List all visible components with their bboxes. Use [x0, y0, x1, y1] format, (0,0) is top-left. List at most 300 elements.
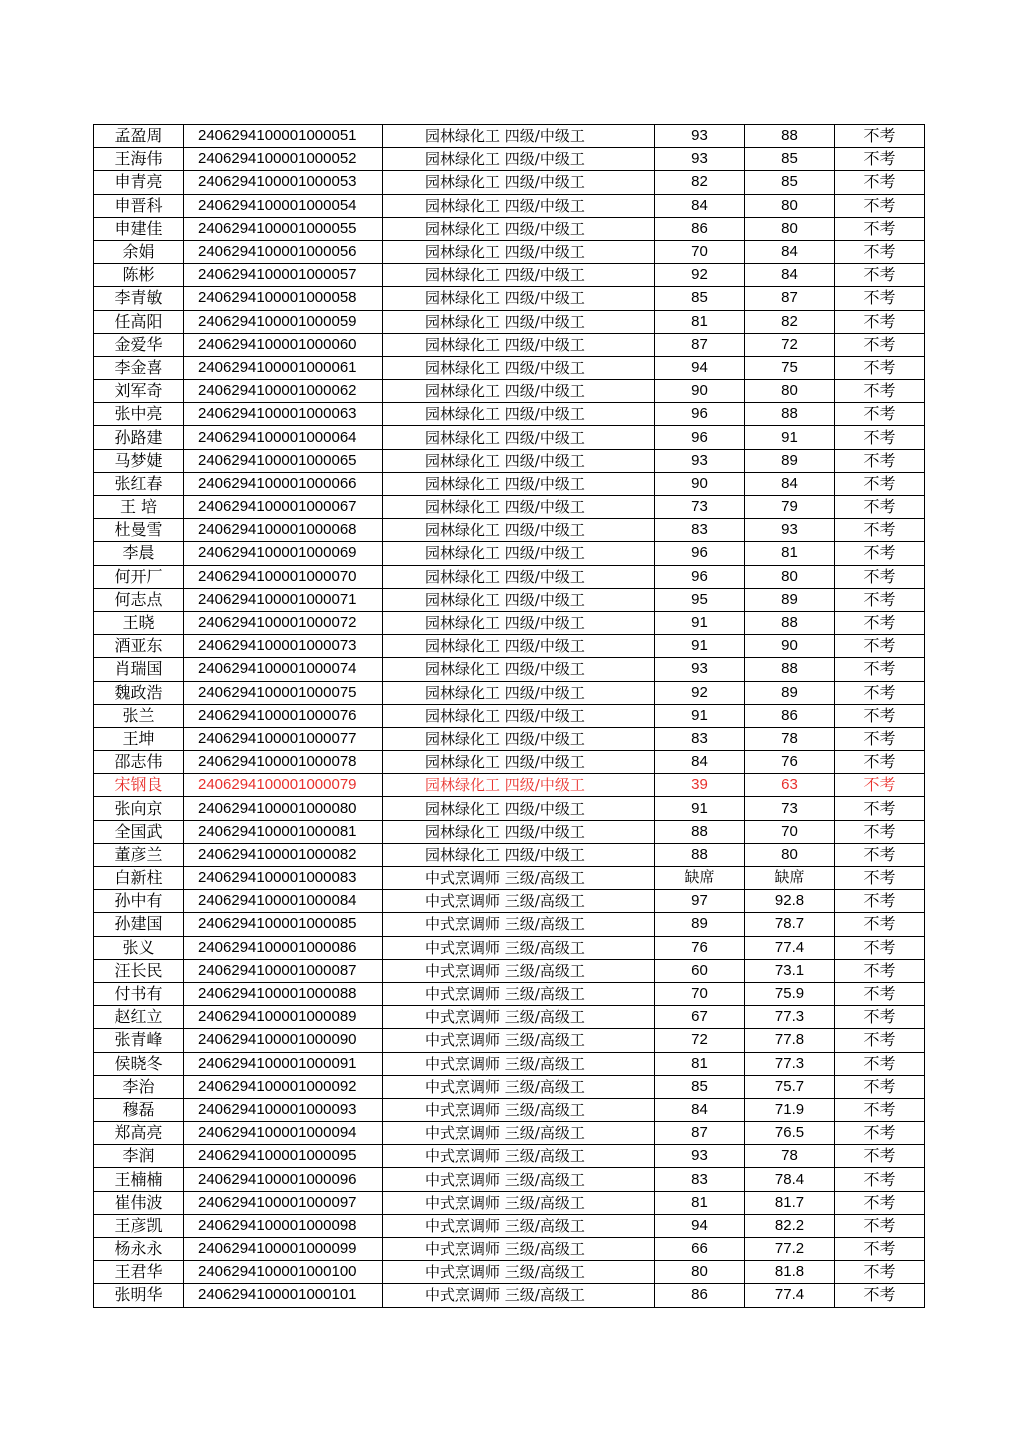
- ticket-number-cell: 2406294100001000081: [184, 820, 383, 843]
- table-row: [94, 1052, 925, 1075]
- person-name-cell: 汪长民: [94, 959, 184, 982]
- status-cell: 不考: [835, 426, 925, 449]
- occupation-level-cell: 园林绿化工 四级/中级工: [383, 843, 655, 866]
- status-cell: 不考: [835, 287, 925, 310]
- person-name-cell: 赵红立: [94, 1006, 184, 1029]
- status-cell: 不考: [835, 843, 925, 866]
- practical-score-cell: 77.3: [745, 1052, 835, 1075]
- ticket-number-cell: 2406294100001000099: [184, 1238, 383, 1261]
- ticket-number-cell: 2406294100001000062: [184, 380, 383, 403]
- status-cell: 不考: [835, 959, 925, 982]
- person-name-cell: 申建佳: [94, 217, 184, 240]
- table-row: [94, 148, 925, 171]
- ticket-number-cell: 2406294100001000078: [184, 751, 383, 774]
- ticket-number-cell: 2406294100001000068: [184, 519, 383, 542]
- status-cell: 不考: [835, 867, 925, 890]
- practical-score-cell: 90: [745, 635, 835, 658]
- person-name-cell: 张义: [94, 936, 184, 959]
- ticket-number-cell: 2406294100001000066: [184, 472, 383, 495]
- person-name-cell: 邵志伟: [94, 751, 184, 774]
- table-row: [94, 194, 925, 217]
- person-name-cell: 李金喜: [94, 356, 184, 379]
- table-row: [94, 588, 925, 611]
- theory-score-cell: 93: [655, 125, 745, 148]
- person-name-cell: 全国武: [94, 820, 184, 843]
- person-name-cell: 酒亚东: [94, 635, 184, 658]
- status-cell: 不考: [835, 310, 925, 333]
- person-name-cell: 任高阳: [94, 310, 184, 333]
- practical-score-cell: 78.7: [745, 913, 835, 936]
- occupation-level-cell: 园林绿化工 四级/中级工: [383, 403, 655, 426]
- person-name-cell: 李治: [94, 1075, 184, 1098]
- status-cell: 不考: [835, 1029, 925, 1052]
- occupation-level-cell: 园林绿化工 四级/中级工: [383, 611, 655, 634]
- table-row: [94, 426, 925, 449]
- practical-score-cell: 77.4: [745, 1284, 835, 1307]
- practical-score-cell: 77.8: [745, 1029, 835, 1052]
- table-row: [94, 704, 925, 727]
- practical-score-cell: 93: [745, 519, 835, 542]
- theory-score-cell: 91: [655, 635, 745, 658]
- occupation-level-cell: 园林绿化工 四级/中级工: [383, 356, 655, 379]
- ticket-number-cell: 2406294100001000069: [184, 542, 383, 565]
- status-cell: 不考: [835, 1238, 925, 1261]
- occupation-level-cell: 中式烹调师 三级/高级工: [383, 867, 655, 890]
- ticket-number-cell: 2406294100001000076: [184, 704, 383, 727]
- person-name-cell: 崔伟波: [94, 1191, 184, 1214]
- ticket-number-cell: 2406294100001000101: [184, 1284, 383, 1307]
- theory-score-cell: 93: [655, 658, 745, 681]
- ticket-number-cell: 2406294100001000051: [184, 125, 383, 148]
- table-row: [94, 240, 925, 263]
- practical-score-cell: 73.1: [745, 959, 835, 982]
- occupation-level-cell: 园林绿化工 四级/中级工: [383, 704, 655, 727]
- theory-score-cell: 93: [655, 449, 745, 472]
- occupation-level-cell: 园林绿化工 四级/中级工: [383, 287, 655, 310]
- table-row: [94, 982, 925, 1005]
- occupation-level-cell: 园林绿化工 四级/中级工: [383, 635, 655, 658]
- ticket-number-cell: 2406294100001000077: [184, 727, 383, 750]
- practical-score-cell: 78: [745, 727, 835, 750]
- practical-score-cell: 80: [745, 217, 835, 240]
- table-row: [94, 403, 925, 426]
- theory-score-cell: 76: [655, 936, 745, 959]
- status-cell: 不考: [835, 1006, 925, 1029]
- table-row: [94, 1098, 925, 1121]
- occupation-level-cell: 园林绿化工 四级/中级工: [383, 333, 655, 356]
- table-row: [94, 1006, 925, 1029]
- person-name-cell: 王坤: [94, 727, 184, 750]
- theory-score-cell: 91: [655, 611, 745, 634]
- practical-score-cell: 86: [745, 704, 835, 727]
- ticket-number-cell: 2406294100001000061: [184, 356, 383, 379]
- person-name-cell: 何开厂: [94, 565, 184, 588]
- ticket-number-cell: 2406294100001000083: [184, 867, 383, 890]
- ticket-number-cell: 2406294100001000071: [184, 588, 383, 611]
- occupation-level-cell: 中式烹调师 三级/高级工: [383, 936, 655, 959]
- theory-score-cell: 39: [655, 774, 745, 797]
- practical-score-cell: 85: [745, 171, 835, 194]
- theory-score-cell: 97: [655, 890, 745, 913]
- person-name-cell: 付书有: [94, 982, 184, 1005]
- practical-score-cell: 78.4: [745, 1168, 835, 1191]
- occupation-level-cell: 中式烹调师 三级/高级工: [383, 1214, 655, 1237]
- ticket-number-cell: 2406294100001000073: [184, 635, 383, 658]
- occupation-level-cell: 中式烹调师 三级/高级工: [383, 1145, 655, 1168]
- occupation-level-cell: 园林绿化工 四级/中级工: [383, 820, 655, 843]
- theory-score-cell: 60: [655, 959, 745, 982]
- person-name-cell: 张向京: [94, 797, 184, 820]
- ticket-number-cell: 2406294100001000060: [184, 333, 383, 356]
- ticket-number-cell: 2406294100001000053: [184, 171, 383, 194]
- occupation-level-cell: 中式烹调师 三级/高级工: [383, 1122, 655, 1145]
- theory-score-cell: 86: [655, 217, 745, 240]
- status-cell: 不考: [835, 1145, 925, 1168]
- table-row: [94, 1029, 925, 1052]
- status-cell: 不考: [835, 125, 925, 148]
- practical-score-cell: 70: [745, 820, 835, 843]
- person-name-cell: 王君华: [94, 1261, 184, 1284]
- occupation-level-cell: 园林绿化工 四级/中级工: [383, 426, 655, 449]
- person-name-cell: 白新柱: [94, 867, 184, 890]
- ticket-number-cell: 2406294100001000058: [184, 287, 383, 310]
- status-cell: 不考: [835, 264, 925, 287]
- table-row: [94, 1261, 925, 1284]
- ticket-number-cell: 2406294100001000082: [184, 843, 383, 866]
- ticket-number-cell: 2406294100001000059: [184, 310, 383, 333]
- ticket-number-cell: 2406294100001000080: [184, 797, 383, 820]
- occupation-level-cell: 中式烹调师 三级/高级工: [383, 1238, 655, 1261]
- ticket-number-cell: 2406294100001000085: [184, 913, 383, 936]
- person-name-cell: 马梦婕: [94, 449, 184, 472]
- status-cell: 不考: [835, 449, 925, 472]
- practical-score-cell: 80: [745, 843, 835, 866]
- practical-score-cell: 75.9: [745, 982, 835, 1005]
- person-name-cell: 王晓: [94, 611, 184, 634]
- ticket-number-cell: 2406294100001000072: [184, 611, 383, 634]
- occupation-level-cell: 中式烹调师 三级/高级工: [383, 1075, 655, 1098]
- table-row: [94, 1168, 925, 1191]
- status-cell: 不考: [835, 356, 925, 379]
- person-name-cell: 张青峰: [94, 1029, 184, 1052]
- table-row: [94, 774, 925, 797]
- person-name-cell: 王 培: [94, 496, 184, 519]
- theory-score-cell: 87: [655, 333, 745, 356]
- theory-score-cell: 73: [655, 496, 745, 519]
- table-row: [94, 1191, 925, 1214]
- practical-score-cell: 85: [745, 148, 835, 171]
- ticket-number-cell: 2406294100001000067: [184, 496, 383, 519]
- table-row: [94, 890, 925, 913]
- occupation-level-cell: 园林绿化工 四级/中级工: [383, 519, 655, 542]
- status-cell: 不考: [835, 217, 925, 240]
- theory-score-cell: 86: [655, 1284, 745, 1307]
- occupation-level-cell: 园林绿化工 四级/中级工: [383, 774, 655, 797]
- status-cell: 不考: [835, 240, 925, 263]
- person-name-cell: 何志点: [94, 588, 184, 611]
- practical-score-cell: 79: [745, 496, 835, 519]
- occupation-level-cell: 中式烹调师 三级/高级工: [383, 959, 655, 982]
- occupation-level-cell: 中式烹调师 三级/高级工: [383, 1261, 655, 1284]
- table-row: [94, 171, 925, 194]
- person-name-cell: 李润: [94, 1145, 184, 1168]
- theory-score-cell: 96: [655, 542, 745, 565]
- person-name-cell: 刘军奇: [94, 380, 184, 403]
- table-row: [94, 496, 925, 519]
- status-cell: 不考: [835, 1191, 925, 1214]
- practical-score-cell: 63: [745, 774, 835, 797]
- ticket-number-cell: 2406294100001000089: [184, 1006, 383, 1029]
- practical-score-cell: 77.2: [745, 1238, 835, 1261]
- occupation-level-cell: 园林绿化工 四级/中级工: [383, 496, 655, 519]
- theory-score-cell: 96: [655, 426, 745, 449]
- theory-score-cell: 83: [655, 519, 745, 542]
- practical-score-cell: 77.3: [745, 1006, 835, 1029]
- status-cell: 不考: [835, 890, 925, 913]
- occupation-level-cell: 园林绿化工 四级/中级工: [383, 542, 655, 565]
- occupation-level-cell: 园林绿化工 四级/中级工: [383, 125, 655, 148]
- occupation-level-cell: 园林绿化工 四级/中级工: [383, 658, 655, 681]
- occupation-level-cell: 园林绿化工 四级/中级工: [383, 565, 655, 588]
- occupation-level-cell: 中式烹调师 三级/高级工: [383, 1006, 655, 1029]
- person-name-cell: 申青亮: [94, 171, 184, 194]
- table-row: [94, 449, 925, 472]
- ticket-number-cell: 2406294100001000056: [184, 240, 383, 263]
- person-name-cell: 宋钢良: [94, 774, 184, 797]
- table-row: [94, 867, 925, 890]
- theory-score-cell: 84: [655, 194, 745, 217]
- person-name-cell: 王彦凯: [94, 1214, 184, 1237]
- practical-score-cell: 84: [745, 472, 835, 495]
- table-row: [94, 310, 925, 333]
- practical-score-cell: 84: [745, 240, 835, 263]
- ticket-number-cell: 2406294100001000098: [184, 1214, 383, 1237]
- occupation-level-cell: 中式烹调师 三级/高级工: [383, 1052, 655, 1075]
- theory-score-cell: 81: [655, 1191, 745, 1214]
- status-cell: 不考: [835, 681, 925, 704]
- table-row: [94, 843, 925, 866]
- ticket-number-cell: 2406294100001000090: [184, 1029, 383, 1052]
- table-row: [94, 751, 925, 774]
- status-cell: 不考: [835, 380, 925, 403]
- table-row: [94, 565, 925, 588]
- ticket-number-cell: 2406294100001000057: [184, 264, 383, 287]
- practical-score-cell: 78: [745, 1145, 835, 1168]
- table-row: [94, 797, 925, 820]
- practical-score-cell: 82: [745, 310, 835, 333]
- theory-score-cell: 84: [655, 1098, 745, 1121]
- status-cell: 不考: [835, 635, 925, 658]
- practical-score-cell: 84: [745, 264, 835, 287]
- ticket-number-cell: 2406294100001000054: [184, 194, 383, 217]
- theory-score-cell: 84: [655, 751, 745, 774]
- occupation-level-cell: 园林绿化工 四级/中级工: [383, 380, 655, 403]
- practical-score-cell: 81.8: [745, 1261, 835, 1284]
- ticket-number-cell: 2406294100001000088: [184, 982, 383, 1005]
- ticket-number-cell: 2406294100001000097: [184, 1191, 383, 1214]
- occupation-level-cell: 中式烹调师 三级/高级工: [383, 1191, 655, 1214]
- table-row: [94, 1238, 925, 1261]
- table-row: [94, 1284, 925, 1307]
- table-row: [94, 611, 925, 634]
- theory-score-cell: 67: [655, 1006, 745, 1029]
- person-name-cell: 董彦兰: [94, 843, 184, 866]
- theory-score-cell: 81: [655, 1052, 745, 1075]
- theory-score-cell: 96: [655, 565, 745, 588]
- status-cell: 不考: [835, 1122, 925, 1145]
- practical-score-cell: 75.7: [745, 1075, 835, 1098]
- status-cell: 不考: [835, 1098, 925, 1121]
- theory-score-cell: 90: [655, 380, 745, 403]
- results-table-body: [94, 125, 925, 1308]
- results-table: [93, 124, 925, 1308]
- person-name-cell: 申晋科: [94, 194, 184, 217]
- theory-score-cell: 85: [655, 1075, 745, 1098]
- person-name-cell: 余娟: [94, 240, 184, 263]
- theory-score-cell: 66: [655, 1238, 745, 1261]
- table-row: [94, 936, 925, 959]
- theory-score-cell: 93: [655, 148, 745, 171]
- table-row: [94, 1214, 925, 1237]
- ticket-number-cell: 2406294100001000065: [184, 449, 383, 472]
- table-row: [94, 472, 925, 495]
- table-row: [94, 1075, 925, 1098]
- theory-score-cell: 83: [655, 1168, 745, 1191]
- occupation-level-cell: 园林绿化工 四级/中级工: [383, 588, 655, 611]
- ticket-number-cell: 2406294100001000075: [184, 681, 383, 704]
- ticket-number-cell: 2406294100001000070: [184, 565, 383, 588]
- practical-score-cell: 72: [745, 333, 835, 356]
- practical-score-cell: 89: [745, 588, 835, 611]
- theory-score-cell: 88: [655, 820, 745, 843]
- ticket-number-cell: 2406294100001000064: [184, 426, 383, 449]
- status-cell: 不考: [835, 1284, 925, 1307]
- practical-score-cell: 89: [745, 449, 835, 472]
- person-name-cell: 穆磊: [94, 1098, 184, 1121]
- person-name-cell: 杜曼雪: [94, 519, 184, 542]
- occupation-level-cell: 中式烹调师 三级/高级工: [383, 1168, 655, 1191]
- practical-score-cell: 80: [745, 380, 835, 403]
- occupation-level-cell: 园林绿化工 四级/中级工: [383, 449, 655, 472]
- ticket-number-cell: 2406294100001000094: [184, 1122, 383, 1145]
- status-cell: 不考: [835, 171, 925, 194]
- theory-score-cell: 90: [655, 472, 745, 495]
- person-name-cell: 孙建国: [94, 913, 184, 936]
- practical-score-cell: 87: [745, 287, 835, 310]
- person-name-cell: 杨永永: [94, 1238, 184, 1261]
- theory-score-cell: 91: [655, 797, 745, 820]
- practical-score-cell: 81.7: [745, 1191, 835, 1214]
- practical-score-cell: 缺席: [745, 867, 835, 890]
- occupation-level-cell: 中式烹调师 三级/高级工: [383, 982, 655, 1005]
- ticket-number-cell: 2406294100001000096: [184, 1168, 383, 1191]
- practical-score-cell: 80: [745, 565, 835, 588]
- status-cell: 不考: [835, 982, 925, 1005]
- theory-score-cell: 96: [655, 403, 745, 426]
- occupation-level-cell: 园林绿化工 四级/中级工: [383, 264, 655, 287]
- ticket-number-cell: 2406294100001000086: [184, 936, 383, 959]
- status-cell: 不考: [835, 496, 925, 519]
- ticket-number-cell: 2406294100001000084: [184, 890, 383, 913]
- occupation-level-cell: 园林绿化工 四级/中级工: [383, 681, 655, 704]
- ticket-number-cell: 2406294100001000079: [184, 774, 383, 797]
- person-name-cell: 孟盈周: [94, 125, 184, 148]
- table-row: [94, 125, 925, 148]
- ticket-number-cell: 2406294100001000087: [184, 959, 383, 982]
- status-cell: 不考: [835, 797, 925, 820]
- theory-score-cell: 94: [655, 356, 745, 379]
- status-cell: 不考: [835, 611, 925, 634]
- table-row: [94, 264, 925, 287]
- person-name-cell: 陈彬: [94, 264, 184, 287]
- status-cell: 不考: [835, 194, 925, 217]
- status-cell: 不考: [835, 1214, 925, 1237]
- practical-score-cell: 80: [745, 194, 835, 217]
- table-row: [94, 287, 925, 310]
- person-name-cell: 魏政浩: [94, 681, 184, 704]
- table-row: [94, 820, 925, 843]
- ticket-number-cell: 2406294100001000074: [184, 658, 383, 681]
- practical-score-cell: 88: [745, 611, 835, 634]
- occupation-level-cell: 园林绿化工 四级/中级工: [383, 148, 655, 171]
- practical-score-cell: 73: [745, 797, 835, 820]
- ticket-number-cell: 2406294100001000093: [184, 1098, 383, 1121]
- table-row: [94, 913, 925, 936]
- ticket-number-cell: 2406294100001000092: [184, 1075, 383, 1098]
- table-row: [94, 1145, 925, 1168]
- theory-score-cell: 83: [655, 727, 745, 750]
- table-row: [94, 727, 925, 750]
- practical-score-cell: 88: [745, 125, 835, 148]
- practical-score-cell: 81: [745, 542, 835, 565]
- occupation-level-cell: 中式烹调师 三级/高级工: [383, 1284, 655, 1307]
- person-name-cell: 张明华: [94, 1284, 184, 1307]
- occupation-level-cell: 中式烹调师 三级/高级工: [383, 913, 655, 936]
- person-name-cell: 金爱华: [94, 333, 184, 356]
- practical-score-cell: 92.8: [745, 890, 835, 913]
- table-row: [94, 658, 925, 681]
- practical-score-cell: 75: [745, 356, 835, 379]
- person-name-cell: 李晨: [94, 542, 184, 565]
- practical-score-cell: 88: [745, 658, 835, 681]
- person-name-cell: 王海伟: [94, 148, 184, 171]
- theory-score-cell: 93: [655, 1145, 745, 1168]
- status-cell: 不考: [835, 1052, 925, 1075]
- ticket-number-cell: 2406294100001000091: [184, 1052, 383, 1075]
- occupation-level-cell: 园林绿化工 四级/中级工: [383, 727, 655, 750]
- occupation-level-cell: 中式烹调师 三级/高级工: [383, 1098, 655, 1121]
- occupation-level-cell: 园林绿化工 四级/中级工: [383, 472, 655, 495]
- practical-score-cell: 77.4: [745, 936, 835, 959]
- status-cell: 不考: [835, 751, 925, 774]
- theory-score-cell: 85: [655, 287, 745, 310]
- status-cell: 不考: [835, 1075, 925, 1098]
- occupation-level-cell: 园林绿化工 四级/中级工: [383, 240, 655, 263]
- ticket-number-cell: 2406294100001000100: [184, 1261, 383, 1284]
- occupation-level-cell: 中式烹调师 三级/高级工: [383, 1029, 655, 1052]
- theory-score-cell: 91: [655, 704, 745, 727]
- person-name-cell: 张红春: [94, 472, 184, 495]
- status-cell: 不考: [835, 658, 925, 681]
- table-row: [94, 380, 925, 403]
- occupation-level-cell: 中式烹调师 三级/高级工: [383, 890, 655, 913]
- theory-score-cell: 70: [655, 240, 745, 263]
- practical-score-cell: 88: [745, 403, 835, 426]
- status-cell: 不考: [835, 403, 925, 426]
- theory-score-cell: 80: [655, 1261, 745, 1284]
- table-row: [94, 959, 925, 982]
- person-name-cell: 郑高亮: [94, 1122, 184, 1145]
